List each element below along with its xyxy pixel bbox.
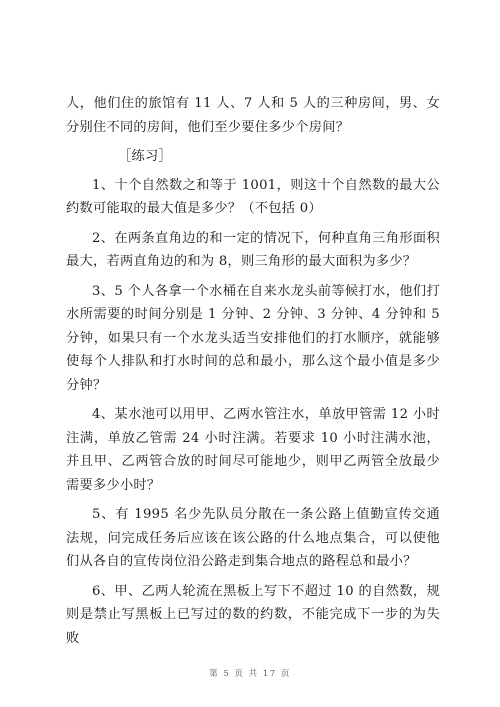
exercise-2: 2、在两条直角边的和一定的情况下，何种直角三角形面积最大，若两直角边的和为 8，则三角形的最大面积为多少？ bbox=[66, 230, 440, 269]
exercise-1: 1、十个自然数之和等于 1001，则这十个自然数的最大公约数可能取的最大值是多少？（不包括 0） bbox=[66, 177, 440, 216]
exercise-3: 3、5 个人各拿一个水桶在自来水龙头前等候打水，他们打水所需要的时间分别是 1 分钟、2 分钟、3 分钟、4 分钟和 5 分钟，如果只有一个水龙头适当安排他们的打水顺序，就能够使每个人排队和打水时间的总和最小，那么这个最小值是多少分钟？ bbox=[66, 283, 440, 393]
page-number-footer: 第 5 页 共 17 页 bbox=[209, 669, 291, 679]
paragraph-continuation: 人，他们住的旅馆有 11 人、7 人和 5 人的三种房间，男、女分别住不同的房间，他们至少要住多少个房间？ bbox=[66, 96, 440, 135]
document-body bbox=[66, 92, 440, 656]
exercise-6: 6、甲、乙两人轮流在黑板上写下不超过 10 的自然数，规则是禁止写黑板上已写过的数的约数，不能完成下一步的为失败 bbox=[66, 583, 440, 646]
exercise-4: 4、某水池可以用甲、乙两水管注水，单放甲管需 12 小时注满，单放乙管需 24 小时注满。若要求 10 小时注满水池，并且甲、乙两管合放的时间尽可能地少，则甲乙两管全放最少需要多少小时？ bbox=[66, 407, 440, 493]
exercise-5: 5、有 1995 名少先队员分散在一条公路上值勤宣传交通法规，问完成任务后应该在该公路的什么地点集合，可以使他们从各自的宣传岗位沿公路走到集合地点的路程总和最小？ bbox=[66, 507, 440, 569]
section-heading-practice: ［练习］ bbox=[118, 149, 172, 164]
